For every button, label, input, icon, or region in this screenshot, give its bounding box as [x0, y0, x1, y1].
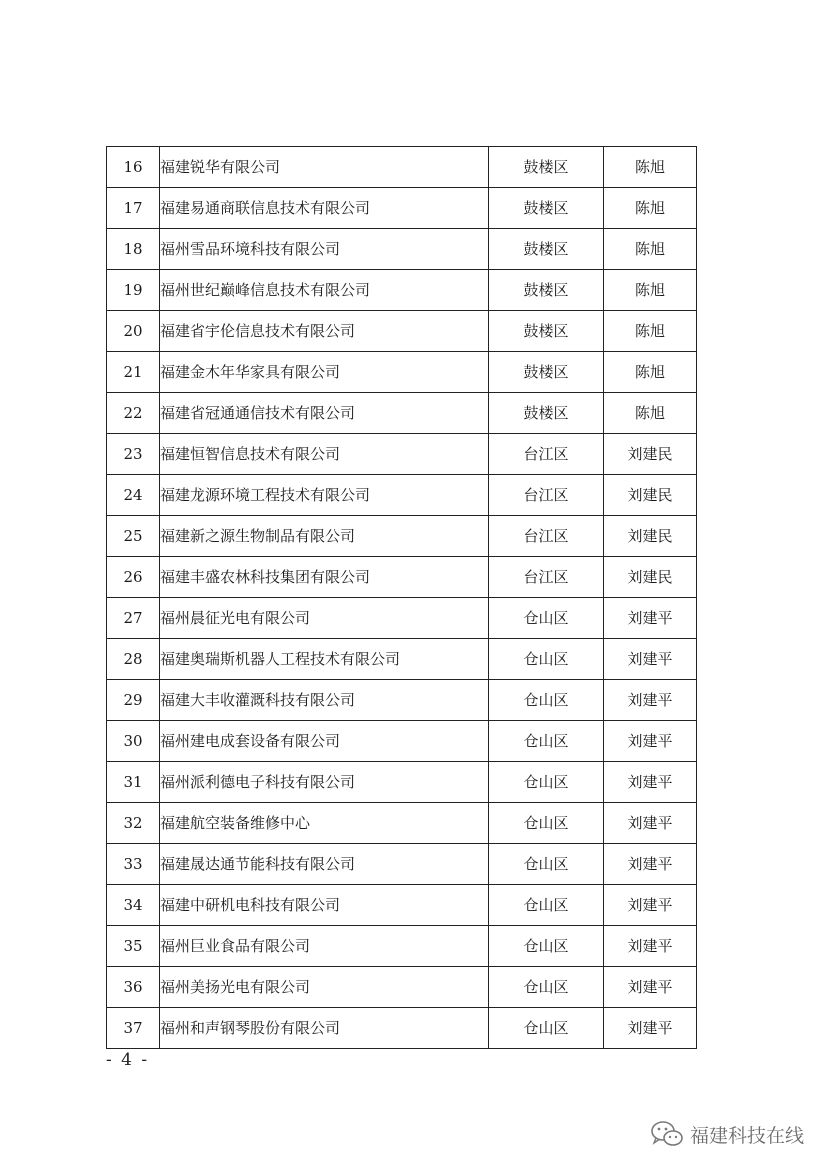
row-number-cell: 36 [107, 967, 160, 1008]
table-row [107, 311, 697, 352]
row-number-cell: 20 [107, 311, 160, 352]
company-name-cell: 福州世纪巅峰信息技术有限公司 [160, 270, 489, 311]
company-name-cell: 福州建电成套设备有限公司 [160, 721, 489, 762]
contact-cell: 刘建民 [604, 475, 697, 516]
district-cell: 仓山区 [489, 844, 604, 885]
watermark-text: 福建科技在线 [689, 1124, 804, 1147]
contact-cell: 陈旭 [604, 229, 697, 270]
contact-cell: 刘建平 [604, 1008, 697, 1049]
row-number-cell: 22 [107, 393, 160, 434]
row-number-cell: 18 [107, 229, 160, 270]
row-number-cell: 32 [107, 803, 160, 844]
district-cell: 仓山区 [489, 885, 604, 926]
table-row [107, 762, 697, 803]
contact-cell: 刘建平 [604, 598, 697, 639]
company-name-cell: 福建易通商联信息技术有限公司 [160, 188, 489, 229]
district-cell: 仓山区 [489, 639, 604, 680]
company-name-cell: 福建新之源生物制品有限公司 [160, 516, 489, 557]
table-row [107, 557, 697, 598]
district-cell: 仓山区 [489, 721, 604, 762]
table-row [107, 434, 697, 475]
row-number-cell: 19 [107, 270, 160, 311]
row-number-cell: 27 [107, 598, 160, 639]
company-name-cell: 福建龙源环境工程技术有限公司 [160, 475, 489, 516]
district-cell: 鼓楼区 [489, 147, 604, 188]
contact-cell: 刘建平 [604, 639, 697, 680]
company-name-cell: 福州派利德电子科技有限公司 [160, 762, 489, 803]
company-name-cell: 福建丰盛农林科技集团有限公司 [160, 557, 489, 598]
table-row [107, 270, 697, 311]
contact-cell: 陈旭 [604, 188, 697, 229]
contact-cell: 刘建民 [604, 434, 697, 475]
contact-cell: 刘建平 [604, 844, 697, 885]
row-number-cell: 31 [107, 762, 160, 803]
table-row [107, 926, 697, 967]
district-cell: 台江区 [489, 475, 604, 516]
contact-cell: 陈旭 [604, 147, 697, 188]
table-row [107, 680, 697, 721]
contact-cell: 刘建平 [604, 967, 697, 1008]
row-number-cell: 30 [107, 721, 160, 762]
contact-cell: 刘建平 [604, 926, 697, 967]
district-cell: 台江区 [489, 434, 604, 475]
contact-cell: 刘建民 [604, 516, 697, 557]
row-number-cell: 16 [107, 147, 160, 188]
company-name-cell: 福建金木年华家具有限公司 [160, 352, 489, 393]
row-number-cell: 29 [107, 680, 160, 721]
company-name-cell: 福建省宇伦信息技术有限公司 [160, 311, 489, 352]
contact-cell: 刘建平 [604, 885, 697, 926]
row-number-cell: 33 [107, 844, 160, 885]
table-row [107, 475, 697, 516]
table-row [107, 803, 697, 844]
contact-cell: 陈旭 [604, 311, 697, 352]
table-row [107, 885, 697, 926]
table-row [107, 721, 697, 762]
company-name-cell: 福建锐华有限公司 [160, 147, 489, 188]
company-name-cell: 福建晟达通节能科技有限公司 [160, 844, 489, 885]
district-cell: 鼓楼区 [489, 393, 604, 434]
district-cell: 仓山区 [489, 1008, 604, 1049]
company-name-cell: 福州雪品环境科技有限公司 [160, 229, 489, 270]
watermark [650, 1118, 804, 1150]
company-name-cell: 福建航空装备维修中心 [160, 803, 489, 844]
company-name-cell: 福州和声钢琴股份有限公司 [160, 1008, 489, 1049]
contact-cell: 刘建平 [604, 721, 697, 762]
row-number-cell: 23 [107, 434, 160, 475]
page-number: - 4 - [106, 1050, 150, 1070]
row-number-cell: 25 [107, 516, 160, 557]
company-name-cell: 福建中研机电科技有限公司 [160, 885, 489, 926]
row-number-cell: 24 [107, 475, 160, 516]
row-number-cell: 34 [107, 885, 160, 926]
table-row [107, 516, 697, 557]
company-table-body [107, 147, 697, 1049]
contact-cell: 陈旭 [604, 393, 697, 434]
district-cell: 仓山区 [489, 803, 604, 844]
wechat-icon [650, 1119, 684, 1149]
company-name-cell: 福建省冠通通信技术有限公司 [160, 393, 489, 434]
district-cell: 鼓楼区 [489, 352, 604, 393]
company-name-cell: 福建恒智信息技术有限公司 [160, 434, 489, 475]
district-cell: 仓山区 [489, 762, 604, 803]
company-name-cell: 福建奥瑞斯机器人工程技术有限公司 [160, 639, 489, 680]
company-name-cell: 福建大丰收灌溉科技有限公司 [160, 680, 489, 721]
table-row [107, 188, 697, 229]
district-cell: 鼓楼区 [489, 270, 604, 311]
table-row [107, 229, 697, 270]
district-cell: 鼓楼区 [489, 311, 604, 352]
contact-cell: 刘建平 [604, 680, 697, 721]
company-name-cell: 福州晨征光电有限公司 [160, 598, 489, 639]
company-table [106, 146, 697, 1049]
row-number-cell: 21 [107, 352, 160, 393]
district-cell: 鼓楼区 [489, 229, 604, 270]
table-row [107, 844, 697, 885]
row-number-cell: 26 [107, 557, 160, 598]
row-number-cell: 28 [107, 639, 160, 680]
row-number-cell: 35 [107, 926, 160, 967]
contact-cell: 陈旭 [604, 270, 697, 311]
company-name-cell: 福州巨业食品有限公司 [160, 926, 489, 967]
district-cell: 台江区 [489, 557, 604, 598]
district-cell: 鼓楼区 [489, 188, 604, 229]
table-row [107, 967, 697, 1008]
district-cell: 仓山区 [489, 680, 604, 721]
company-name-cell: 福州美扬光电有限公司 [160, 967, 489, 1008]
district-cell: 仓山区 [489, 967, 604, 1008]
contact-cell: 刘建民 [604, 557, 697, 598]
district-cell: 仓山区 [489, 598, 604, 639]
district-cell: 仓山区 [489, 926, 604, 967]
table-row [107, 598, 697, 639]
table-row [107, 393, 697, 434]
row-number-cell: 37 [107, 1008, 160, 1049]
table-row [107, 639, 697, 680]
contact-cell: 刘建平 [604, 803, 697, 844]
table-row [107, 1008, 697, 1049]
contact-cell: 陈旭 [604, 352, 697, 393]
contact-cell: 刘建平 [604, 762, 697, 803]
table-row [107, 352, 697, 393]
district-cell: 台江区 [489, 516, 604, 557]
table-row [107, 147, 697, 188]
row-number-cell: 17 [107, 188, 160, 229]
